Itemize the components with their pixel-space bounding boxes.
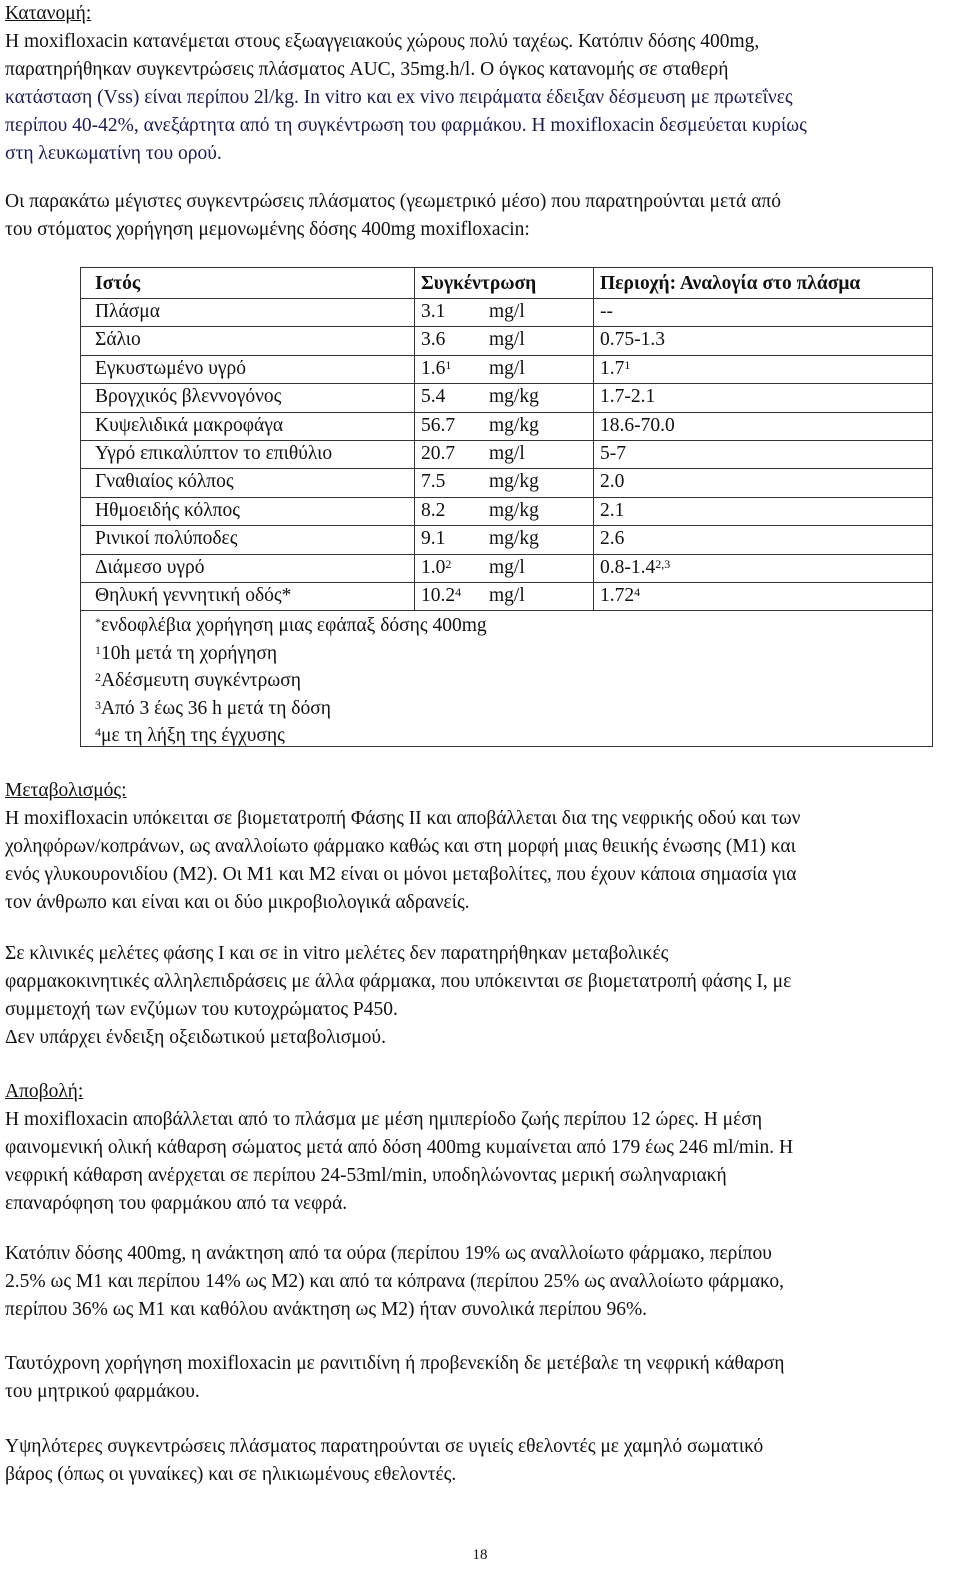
value-footnote-mark: 4 <box>455 585 462 599</box>
text-line: τον άνθρωπο και είναι και οι δύο μικροβιολογικά αδρανείς. <box>5 892 470 913</box>
text-line: Οι παρακάτω μέγιστες συγκεντρώσεις πλάσματος (γεωμετρικό μέσο) που παρατηρούνται μετά από <box>5 191 781 212</box>
ratio-value: -- <box>600 301 613 322</box>
cell-ratio <box>600 326 665 354</box>
cell-value <box>421 355 451 383</box>
cell-ratio <box>600 440 626 468</box>
page-number: 18 <box>472 1547 488 1563</box>
text-line: 2.5% ως Μ1 και περίπου 14% ως Μ2) και από τα κόπρανα (περίπου 25% ως αναλλοίωτο φάρμακο, <box>5 1271 785 1292</box>
value-number: 8.2 <box>421 499 446 521</box>
header-tissue: Ιστός <box>95 273 141 294</box>
cell-tissue: Ηθμοειδής κόλπος <box>95 499 240 521</box>
elimination-paragraph-3 <box>5 1350 950 1406</box>
table-row <box>81 383 932 411</box>
cell-unit: mg/l <box>489 556 525 578</box>
table-column-divider <box>414 268 415 610</box>
ratio-value: 18.6-70.0 <box>600 414 675 436</box>
cell-value <box>421 440 455 468</box>
table-column-divider <box>593 268 594 610</box>
text-line: Δεν υπάρχει ένδειξη οξειδωτικού μεταβολισμού. <box>5 1027 386 1048</box>
cell-ratio <box>600 383 655 411</box>
cell-ratio <box>600 412 675 440</box>
value-number: 5.4 <box>421 386 446 408</box>
footnote-text: Από 3 έως 36 h μετά τη δόση <box>101 697 331 719</box>
cell-ratio <box>600 298 613 326</box>
table-row <box>81 582 932 610</box>
text-line: κατάσταση (Vss) είναι περίπου 2l/kg. In vitro και ex vivo πειράματα έδειξαν δέσμευση με πρωτεΐνες <box>5 87 793 108</box>
value-number: 1.6 <box>421 357 446 379</box>
value-footnote-mark: 2 <box>445 556 452 571</box>
text-line: Η moxifloxacin αποβάλλεται από το πλάσμα με μέση ημιπερίοδο ζωής περίπου 12 ώρες. Η μέση <box>5 1109 763 1130</box>
footnote-mark: 3 <box>95 697 101 712</box>
text-line: ενός γλυκουρονιδίου (Μ2). Οι Μ1 και Μ2 είναι οι μόνοι μεταβολίτες, που έχουν κάποια σημασία για <box>5 864 797 885</box>
table-row <box>81 554 932 582</box>
cell-tissue: Κυψελιδικά μακροφάγα <box>95 414 284 436</box>
cell-tissue: Ρινικοί πολύποδες <box>95 528 238 550</box>
cell-value <box>421 582 461 610</box>
ratio-value: 2.0 <box>600 471 625 493</box>
ratio-footnote-mark: 4 <box>634 585 641 599</box>
cell-value <box>421 326 445 354</box>
text-line: περίπου 36% ως Μ1 και καθόλου ανάκτηση ως Μ2) ήταν συνολικά περίπου 96%. <box>5 1299 648 1320</box>
cell-unit: mg/l <box>489 443 525 464</box>
footnote-mark: 2 <box>95 670 101 685</box>
ratio-value: 5-7 <box>600 443 626 464</box>
text-line: Ταυτόχρονη χορήγηση moxifloxacin με ρανιτιδίνη ή προβενεκίδη δε μετέβαλε τη νεφρική κάθαρση <box>5 1353 785 1374</box>
header-concentration: Συγκέντρωση <box>421 273 537 294</box>
cell-tissue: Υγρό επικαλύπτον το επιθύλιο <box>95 443 333 464</box>
ratio-value: 1.72 <box>600 585 635 606</box>
value-number: 9.1 <box>421 528 446 550</box>
cell-value <box>421 497 445 525</box>
footnote-text: Αδέσμευτη συγκέντρωση <box>101 670 301 692</box>
footnote <box>95 612 487 640</box>
value-number: 7.5 <box>421 471 446 493</box>
text-line: Υψηλότερες συγκεντρώσεις πλάσματος παρατηρούνται σε υγιείς εθελοντές με χαμηλό σωματικό <box>5 1436 764 1457</box>
footnote-text: 10h μετά τη χορήγηση <box>101 642 278 664</box>
cell-ratio <box>600 468 624 496</box>
distribution-paragraph <box>5 28 950 168</box>
ratio-footnote-mark: 2,3 <box>655 556 671 571</box>
text-line: συμμετοχή των ενζύμων του κυτοχρώματος P450. <box>5 999 398 1020</box>
text-line: χοληφόρων/κοπράνων, ως αναλλοίωτο φάρμακο καθώς και στη μορφή μιας θειικής ένωσης (Μ1) και <box>5 836 796 857</box>
value-number: 20.7 <box>421 443 456 464</box>
cell-unit: mg/l <box>489 329 525 351</box>
ratio-value: 0.8-1.4 <box>600 556 656 578</box>
footnote <box>95 722 285 750</box>
elimination-paragraph-2 <box>5 1240 950 1324</box>
table-row <box>81 298 932 326</box>
intro-paragraph <box>5 188 950 244</box>
cell-unit: mg/kg <box>489 386 539 408</box>
value-number: 3.6 <box>421 329 446 351</box>
table-header-row <box>81 270 932 298</box>
cell-value <box>421 525 445 553</box>
footnote <box>95 667 301 695</box>
footnote-text: με τη λήξη της έγχυσης <box>101 725 285 747</box>
cell-tissue: Σάλιο <box>95 329 141 351</box>
text-line: Η moxifloxacin κατανέμεται στους εξωαγγειακούς χώρους πολύ ταχέως. Κατόπιν δόσης 400mg, <box>5 31 760 52</box>
metabolism-paragraph-1 <box>5 805 950 917</box>
text-line: φαρμακοκινητικές αλληλεπιδράσεις με άλλα φάρμακα, που υπόκεινται σε βιομετατροπή φάσης Ι, με <box>5 971 792 992</box>
value-number: 56.7 <box>421 414 456 436</box>
cell-unit: mg/kg <box>489 471 539 493</box>
table-row <box>81 355 932 383</box>
cell-value <box>421 468 445 496</box>
cell-ratio <box>600 525 624 553</box>
text-line: Σε κλινικές μελέτες φάσης Ι και σε in vitro μελέτες δεν παρατηρήθηκαν μεταβολικές <box>5 943 669 964</box>
concentration-table <box>80 267 933 747</box>
cell-unit: mg/l <box>489 357 525 379</box>
text-line: Κατόπιν δόσης 400mg, η ανάκτηση από τα ούρα (περίπου 19% ως αναλλοίωτο φάρμακο, περίπου <box>5 1243 772 1264</box>
ratio-value: 2.1 <box>600 499 625 521</box>
table-row <box>81 326 932 354</box>
elimination-paragraph-1 <box>5 1106 950 1218</box>
cell-unit: mg/kg <box>489 528 539 550</box>
cell-value <box>421 298 445 326</box>
cell-tissue: Εγκυστωμένο υγρό <box>95 357 247 379</box>
cell-tissue: Βρογχικός βλεννογόνος <box>95 386 282 408</box>
text-line: φαινομενική ολική κάθαρση σώματος μετά από δόση 400mg κυμαίνεται από 179 έως 246 ml/min. Η <box>5 1137 794 1158</box>
cell-ratio <box>600 497 624 525</box>
text-line: επαναρόφηση του φαρμάκου από τα νεφρά. <box>5 1193 348 1214</box>
table-row <box>81 440 932 468</box>
text-line: του στόματος χορήγηση μεμονωμένης δόσης 400mg moxifloxacin: <box>5 219 530 240</box>
cell-value <box>421 554 451 582</box>
text-line: στη λευκωματίνη του ορού. <box>5 143 222 164</box>
ratio-value: 2.6 <box>600 528 625 550</box>
cell-unit: mg/kg <box>489 499 539 521</box>
cell-ratio <box>600 582 640 610</box>
footnote <box>95 695 331 723</box>
cell-tissue: Θηλυκή γεννητική οδός* <box>95 585 292 606</box>
cell-unit: mg/l <box>489 585 525 606</box>
cell-value <box>421 383 445 411</box>
footnote <box>95 640 277 668</box>
ratio-value: 1.7-2.1 <box>600 386 656 408</box>
elimination-heading: Αποβολή: <box>5 1081 84 1102</box>
footnote-mark: 4 <box>95 725 101 740</box>
table-row-divider <box>81 610 932 611</box>
value-number: 3.1 <box>421 301 446 322</box>
table-row <box>81 497 932 525</box>
ratio-value: 1.7 <box>600 357 625 379</box>
value-number: 10.2 <box>421 585 456 606</box>
cell-value <box>421 412 455 440</box>
cell-tissue: Διάμεσο υγρό <box>95 556 205 578</box>
metabolism-heading: Μεταβολισμός: <box>5 780 127 801</box>
cell-ratio <box>600 355 630 383</box>
elimination-paragraph-4 <box>5 1433 950 1489</box>
value-number: 1.0 <box>421 556 446 578</box>
value-footnote-mark: 1 <box>445 357 452 372</box>
text-line: Η moxifloxacin υπόκειται σε βιομετατροπή Φάσης ΙΙ και αποβάλλεται δια της νεφρικής οδού και των <box>5 808 801 829</box>
ratio-value: 0.75-1.3 <box>600 329 665 351</box>
text-line: του μητρικού φαρμάκου. <box>5 1381 200 1402</box>
metabolism-paragraph-2 <box>5 940 950 1052</box>
cell-unit: mg/kg <box>489 414 539 436</box>
ratio-footnote-mark: 1 <box>624 357 631 372</box>
distribution-heading: Κατανομή: <box>5 3 92 24</box>
footnote-mark: 1 <box>95 642 101 657</box>
cell-tissue: Γναθιαίος κόλπος <box>95 471 234 493</box>
text-line: παρατηρήθηκαν συγκεντρώσεις πλάσματος AUC, 35mg.h/l. Ο όγκος κατανομής σε σταθερή <box>5 59 729 80</box>
table-row <box>81 412 932 440</box>
text-line: νεφρική κάθαρση ανέρχεται σε περίπου 24-53ml/min, υποδηλώνοντας μερική σωληναριακή <box>5 1165 727 1186</box>
header-ratio: Περιοχή: Αναλογία στο πλάσμα <box>600 273 861 294</box>
table-row <box>81 468 932 496</box>
cell-ratio <box>600 554 670 582</box>
text-line: βάρος (όπως οι γυναίκες) και σε ηλικιωμένους εθελοντές. <box>5 1464 457 1485</box>
footnote-text: ενδοφλέβια χορήγηση μιας εφάπαξ δόσης 400mg <box>101 615 487 637</box>
text-line: περίπου 40-42%, ανεξάρτητα από τη συγκέντρωση του φαρμάκου. Η moxifloxacin δεσμεύεται κυρίως <box>5 115 807 136</box>
footnote-mark: * <box>95 615 101 630</box>
table-row <box>81 525 932 553</box>
cell-unit: mg/l <box>489 301 525 322</box>
cell-tissue: Πλάσμα <box>95 301 160 322</box>
